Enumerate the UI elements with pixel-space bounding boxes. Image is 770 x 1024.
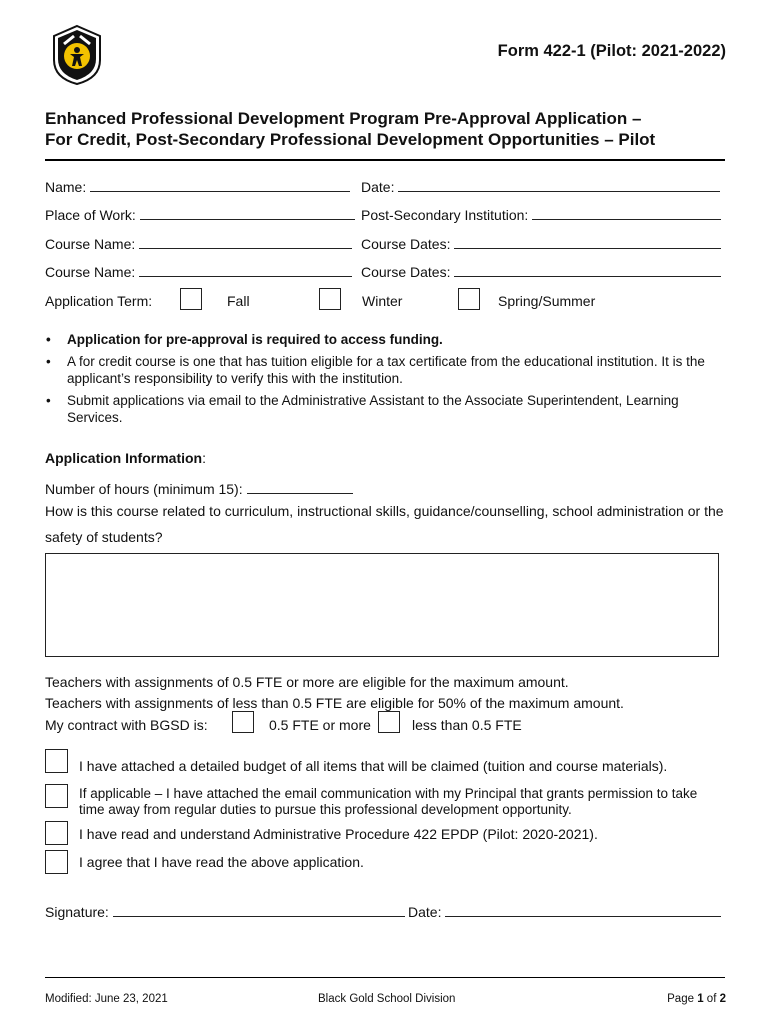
question-line-1: How is this course related to curriculum, instructional skills, guidance/counselling, school administration or the	[45, 503, 724, 519]
term-winter-label: Winter	[362, 293, 403, 309]
institution-blank[interactable]	[532, 207, 721, 220]
instructions-list	[45, 331, 728, 431]
question-line-2: safety of students?	[45, 529, 163, 545]
page-title: Enhanced Professional Development Program Pre-Approval Application – For Credit, Post-Secondary Professional Development Opportunities – Pilot	[45, 109, 656, 149]
agreement-checkbox[interactable]	[45, 850, 68, 874]
place-of-work-blank[interactable]	[140, 207, 355, 220]
name-field[interactable]: Name:	[45, 179, 350, 195]
institution-field[interactable]: Post-Secondary Institution:	[361, 207, 721, 223]
date-blank[interactable]	[398, 179, 720, 192]
fte-more-checkbox[interactable]	[232, 711, 254, 733]
signature-date-blank[interactable]	[445, 904, 721, 917]
form-id: Form 422-1 (Pilot: 2021-2022)	[497, 42, 726, 60]
principal-permission-statement: If applicable – I have attached the email communication with my Principal that grants permission to take time away from regular duties to pursue this professional development opportunity.	[79, 786, 698, 817]
course-dates-blank-1[interactable]	[454, 236, 721, 249]
course-dates-field-1[interactable]: Course Dates:	[361, 236, 721, 252]
course-dates-blank-2[interactable]	[454, 264, 721, 277]
course-relation-answer-box[interactable]	[45, 553, 719, 657]
procedure-checkbox[interactable]	[45, 821, 68, 845]
application-info-heading: Application Information:	[45, 450, 206, 466]
principal-permission-checkbox[interactable]	[45, 784, 68, 808]
footer-divider	[45, 977, 725, 978]
footer-org: Black Gold School Division	[318, 993, 456, 1005]
term-spring-summer-label: Spring/Summer	[498, 293, 596, 309]
term-fall-checkbox[interactable]	[180, 288, 202, 310]
term-winter-checkbox[interactable]	[319, 288, 341, 310]
page-number: Page 1 of 2	[667, 993, 726, 1005]
course-name-blank-1[interactable]	[139, 236, 352, 249]
signature-field[interactable]: Signature:	[45, 904, 405, 920]
modified-date: Modified: June 23, 2021	[45, 993, 168, 1005]
course-name-blank-2[interactable]	[139, 264, 352, 277]
school-division-logo	[50, 24, 104, 86]
date-field[interactable]: Date:	[361, 179, 720, 195]
place-of-work-field[interactable]: Place of Work:	[45, 207, 355, 223]
term-spring-summer-checkbox[interactable]	[458, 288, 480, 310]
hours-blank[interactable]	[247, 481, 353, 494]
hours-field[interactable]: Number of hours (minimum 15):	[45, 481, 353, 497]
fte-less-label: less than 0.5 FTE	[412, 717, 522, 733]
signature-date-field[interactable]: Date:	[408, 904, 721, 920]
list-item: • Application for pre-approval is required to access funding.	[46, 332, 443, 347]
budget-checkbox[interactable]	[45, 749, 68, 773]
budget-statement: I have attached a detailed budget of all items that will be claimed (tuition and course materials).	[79, 758, 668, 774]
course-name-field-1[interactable]: Course Name:	[45, 236, 352, 252]
fte-less-checkbox[interactable]	[378, 711, 400, 733]
term-fall-label: Fall	[227, 293, 250, 309]
name-blank[interactable]	[90, 179, 350, 192]
application-term-label: Application Term:	[45, 293, 153, 309]
agreement-statement: I agree that I have read the above application.	[79, 854, 364, 870]
title-divider	[45, 159, 725, 161]
course-name-field-2[interactable]: Course Name:	[45, 264, 352, 280]
signature-blank[interactable]	[113, 904, 405, 917]
contract-label: My contract with BGSD is:	[45, 717, 208, 733]
fte-more-label: 0.5 FTE or more	[269, 717, 371, 733]
eligibility-line-1: Teachers with assignments of 0.5 FTE or more are eligible for the maximum amount.	[45, 674, 569, 690]
eligibility-line-2: Teachers with assignments of less than 0.5 FTE are eligible for 50% of the maximum amount.	[45, 695, 624, 711]
list-item: • A for credit course is one that has tuition eligible for a tax certificate from the educational institution. It is the applicant’s responsibility to verify this with the institution.	[46, 354, 705, 386]
list-item: • Submit applications via email to the Administrative Assistant to the Associate Superintendent, Learning Services.	[46, 393, 679, 425]
course-dates-field-2[interactable]: Course Dates:	[361, 264, 721, 280]
procedure-statement: I have read and understand Administrative Procedure 422 EPDP (Pilot: 2020-2021).	[79, 826, 598, 842]
